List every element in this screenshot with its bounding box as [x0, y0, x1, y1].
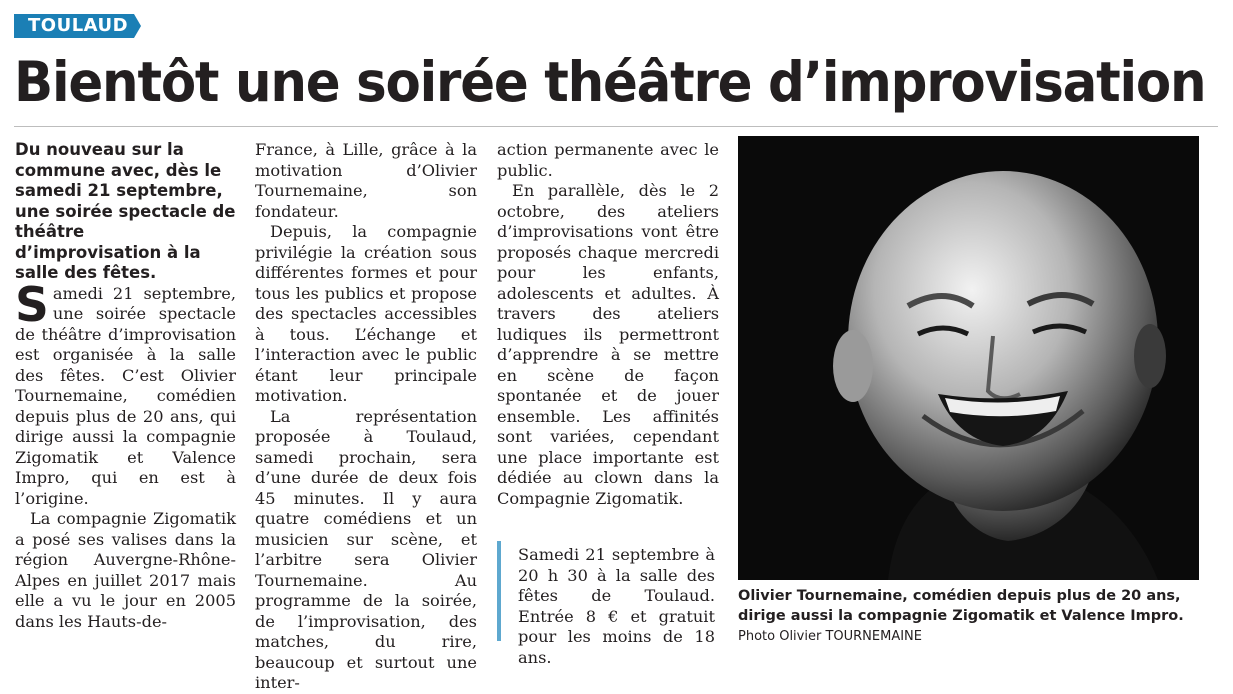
- paragraph-4-start: La représentation proposée à Toulaud, samedi prochain, sera d’une durée de deux fois 45 minutes. Il y aura quatre comédiens et un musicien sur scène, et l’arbitre sera Olivier Tournemaine. Au programme de la soirée, de l’improvisation, des matches, du rire, beaucoup et surtout une inter-: [255, 406, 477, 692]
- paragraph-5: En parallèle, dès le 2 octobre, des ateliers d’improvisations vont être proposés chaque mercredi pour les enfants, adolescents et adultes. À travers des ateliers ludiques ils permettront d’apprendre à se mettre en scène de façon spontanée et de jouer ensemble. Les affinités sont variées, cependant une place importante est dédiée au clown dans la Compagnie Zigomatik.: [497, 181, 719, 508]
- photo-credit: Photo Olivier TOURNEMAINE: [738, 629, 922, 644]
- divider: [14, 126, 1218, 127]
- article-column-2: [255, 140, 477, 694]
- paragraph-3: Depuis, la compagnie privilégie la création sous différentes formes et pour tous les publics et propose des spectacles accessibles à tous. L’échange et l’interaction avec le public étant leur principale motivation.: [255, 222, 477, 405]
- paragraph-2-start: La compagnie Zigomatik a posé ses valises dans la région Auvergne-Rhône-Alpes en juillet 2017 mais elle a vu le jour en 2005 dans les Hauts-de-: [15, 509, 236, 631]
- drop-cap: S: [15, 277, 49, 333]
- photo-caption: Olivier Tournemaine, comédien depuis plus de 20 ans, dirige aussi la compagnie Zigomatik et Valence Impro.: [738, 588, 1184, 624]
- chapo: Du nouveau sur la commune avec, dès le samedi 21 septembre, une soirée spectacle de théâtre d’improvisation à la salle des fêtes.: [15, 140, 236, 282]
- portrait-photo: [738, 136, 1199, 580]
- paragraph-2-end: France, à Lille, grâce à la motivation d’Olivier Tournemaine, son fondateur.: [255, 140, 477, 221]
- paragraph-4-end: action permanente avec le public.: [497, 140, 719, 180]
- paragraph-1: [15, 277, 236, 510]
- section-tag: [14, 14, 140, 38]
- event-infobox: Samedi 21 septembre à 20 h 30 à la salle des fêtes de Toulaud. Entrée 8 € et gratuit pour les moins de 18 ans.: [497, 541, 719, 641]
- headline: Bientôt une soirée théâtre d’improvisation: [14, 50, 1206, 114]
- article-column-1: [15, 140, 236, 632]
- section-tag-label: TOULAUD: [28, 15, 129, 36]
- paragraph-1-text: amedi 21 septembre, une soirée spectacle de théâtre d’improvisation est organisée à la salle des fêtes. C’est Olivier Tournemaine, comédien depuis plus de 20 ans, qui dirige aussi la compagnie Zigomatik et Valence Impro, qui en est à l’origine.: [15, 283, 236, 508]
- article-column-3: [497, 140, 719, 509]
